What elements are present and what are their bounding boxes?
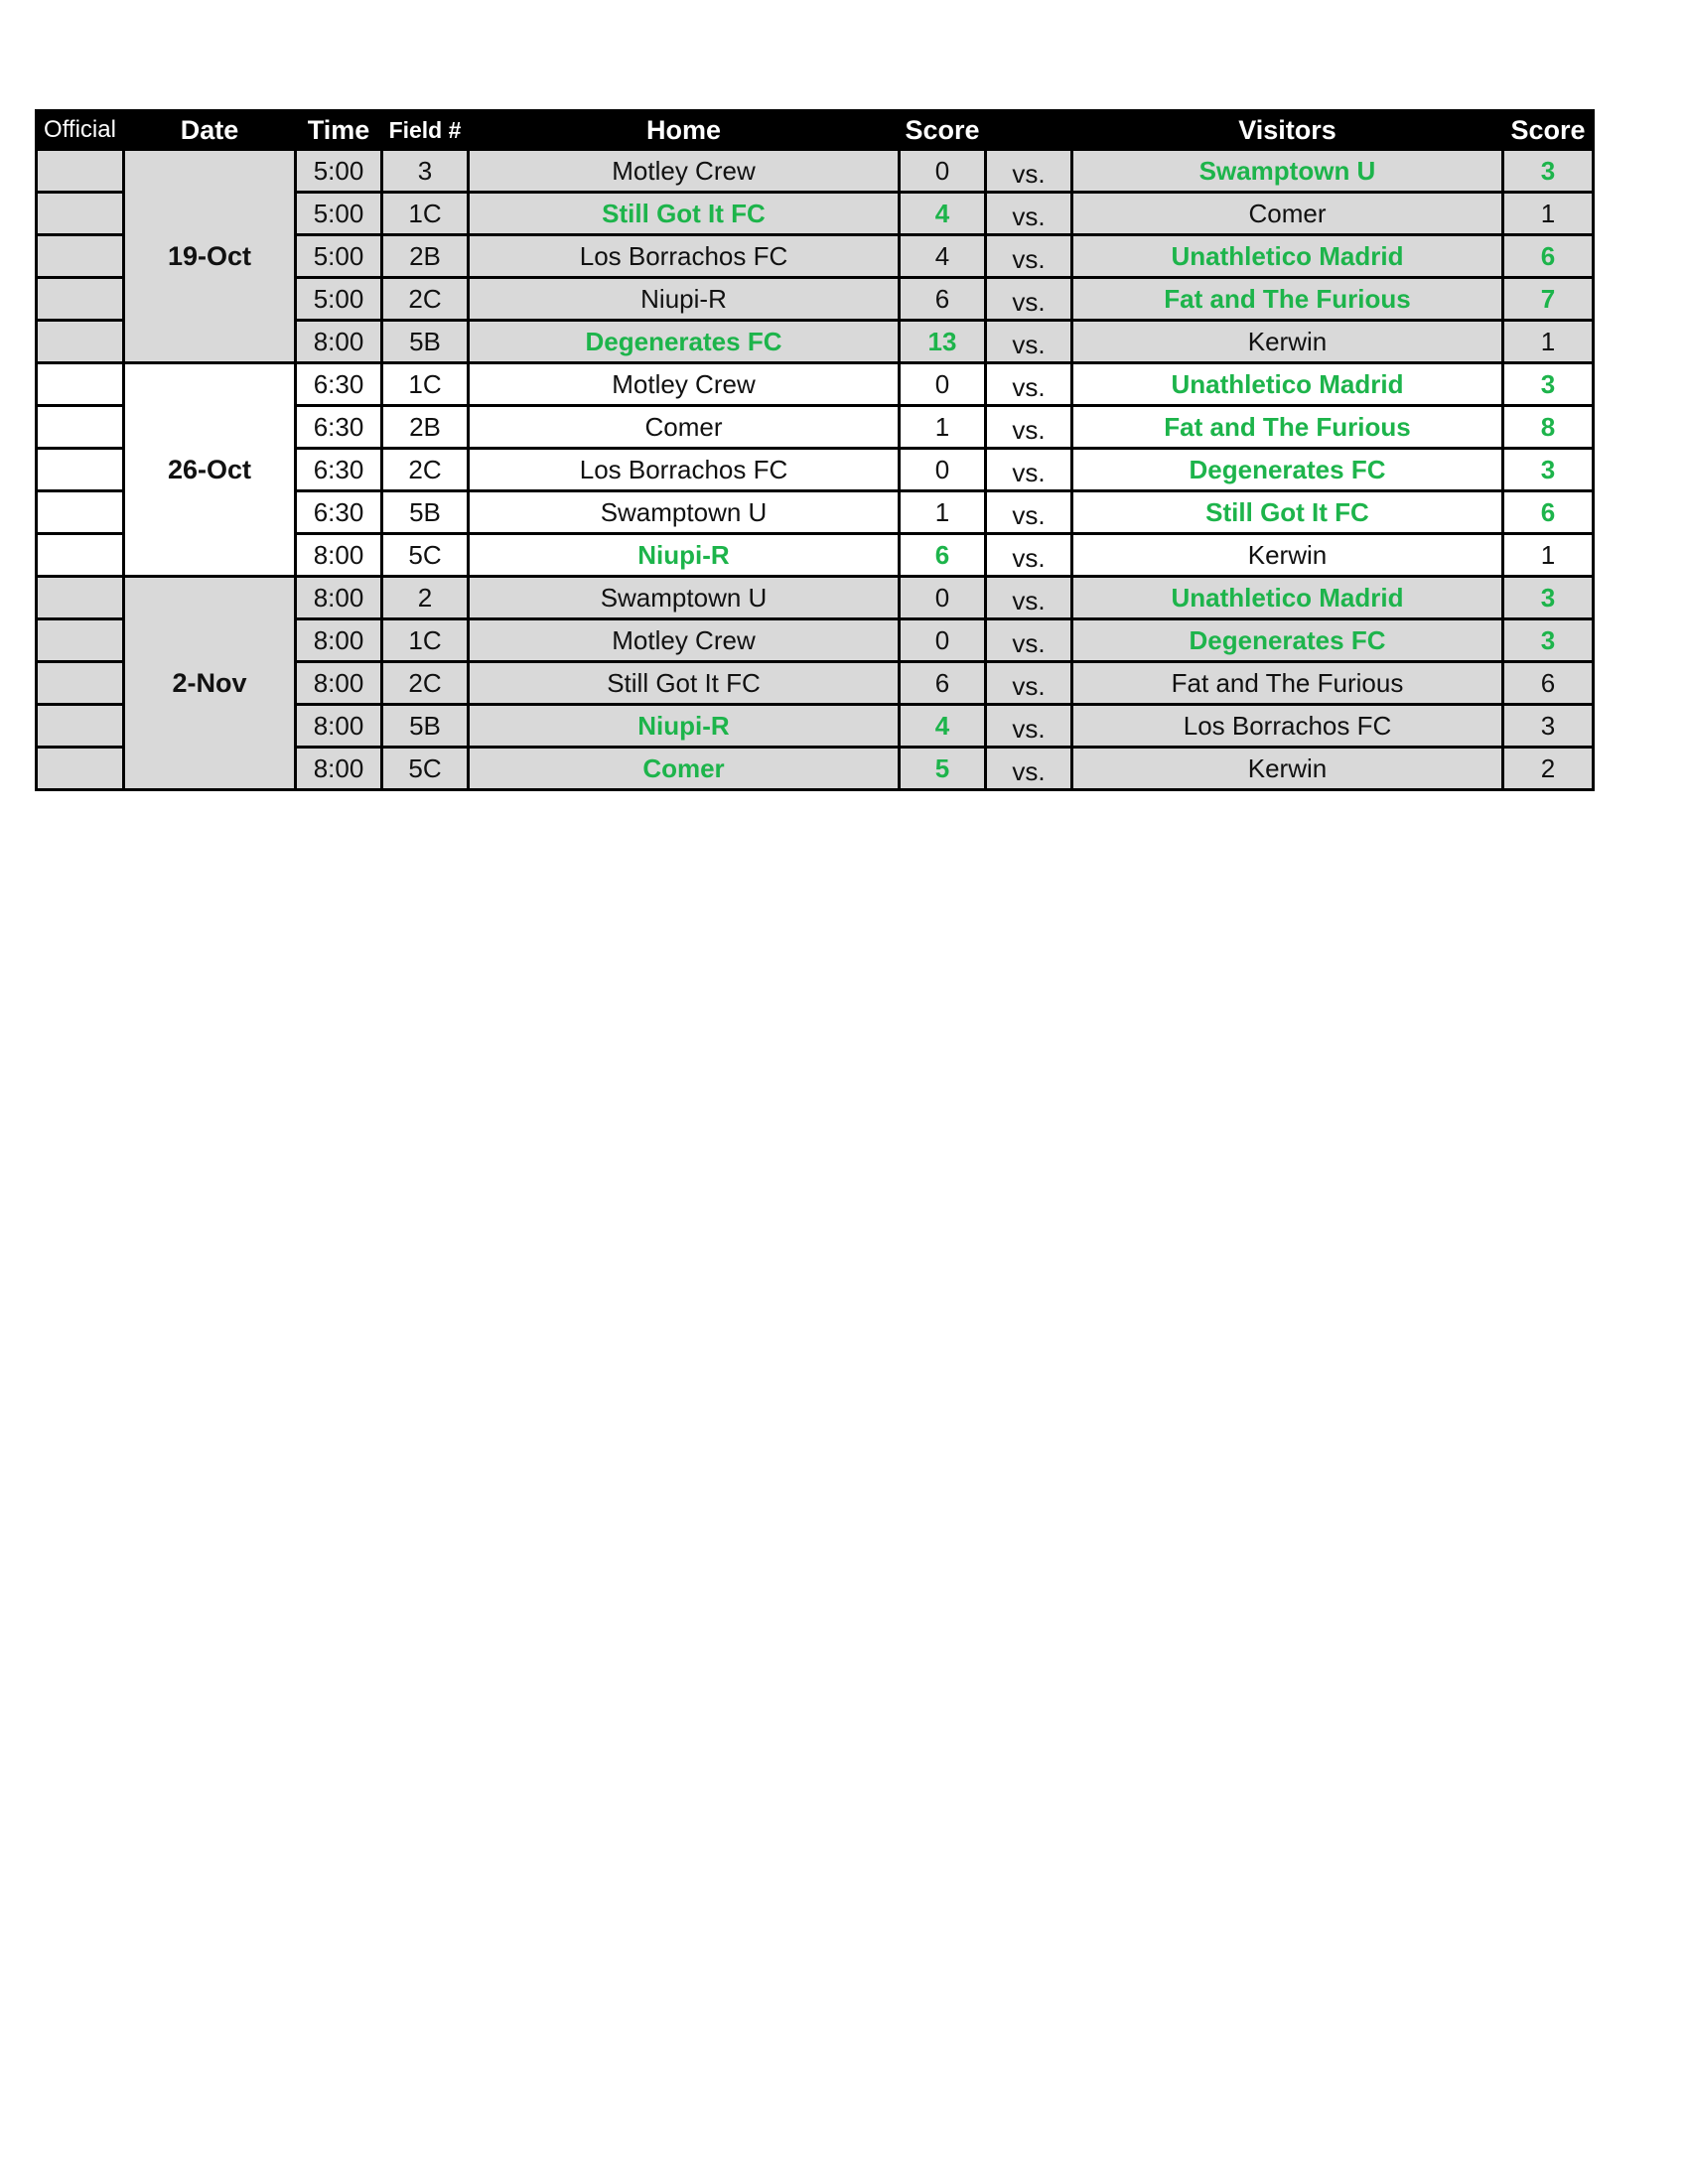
visitor-team-cell: Swamptown U: [1072, 150, 1503, 193]
vs-cell: vs.: [986, 577, 1072, 619]
visitor-score-cell: 2: [1503, 748, 1594, 790]
time-cell: 5:00: [296, 235, 382, 278]
visitor-team-cell: Degenerates FC: [1072, 449, 1503, 491]
visitor-score-cell: 1: [1503, 321, 1594, 363]
home-team-cell: Motley Crew: [469, 363, 900, 406]
date-cell: 19-Oct: [124, 150, 296, 363]
home-score-cell: 0: [900, 150, 986, 193]
home-team-cell: Degenerates FC: [469, 321, 900, 363]
official-cell[interactable]: [37, 406, 124, 449]
home-team-cell: Comer: [469, 406, 900, 449]
field-cell: 2C: [382, 449, 469, 491]
home-score-cell: 1: [900, 406, 986, 449]
time-cell: 8:00: [296, 534, 382, 577]
field-cell: 2B: [382, 235, 469, 278]
time-cell: 8:00: [296, 577, 382, 619]
home-score-cell: 0: [900, 449, 986, 491]
header-date: Date: [124, 111, 296, 150]
vs-cell: vs.: [986, 363, 1072, 406]
header-official: Official: [37, 111, 124, 150]
home-score-cell: 13: [900, 321, 986, 363]
visitor-score-cell: 3: [1503, 150, 1594, 193]
home-score-cell: 0: [900, 577, 986, 619]
field-cell: 1C: [382, 619, 469, 662]
visitor-team-cell: Unathletico Madrid: [1072, 235, 1503, 278]
schedule-table: [35, 109, 1595, 791]
visitor-team-cell: Fat and The Furious: [1072, 662, 1503, 705]
visitor-score-cell: 7: [1503, 278, 1594, 321]
visitor-score-cell: 3: [1503, 577, 1594, 619]
header-time: Time: [296, 111, 382, 150]
official-cell[interactable]: [37, 278, 124, 321]
time-cell: 5:00: [296, 150, 382, 193]
visitor-team-cell: Fat and The Furious: [1072, 278, 1503, 321]
home-score-cell: 6: [900, 662, 986, 705]
header-visitor-score: Score: [1503, 111, 1594, 150]
header-home: Home: [469, 111, 900, 150]
visitor-team-cell: Comer: [1072, 193, 1503, 235]
vs-cell: vs.: [986, 406, 1072, 449]
table-body: [37, 150, 1594, 790]
vs-cell: vs.: [986, 491, 1072, 534]
time-cell: 6:30: [296, 363, 382, 406]
field-cell: 1C: [382, 193, 469, 235]
visitor-score-cell: 3: [1503, 619, 1594, 662]
header-visitors: Visitors: [1072, 111, 1503, 150]
time-cell: 6:30: [296, 406, 382, 449]
home-score-cell: 0: [900, 363, 986, 406]
table-row: [37, 150, 1594, 193]
visitor-team-cell: Still Got It FC: [1072, 491, 1503, 534]
table-row: [37, 577, 1594, 619]
vs-cell: vs.: [986, 748, 1072, 790]
vs-cell: vs.: [986, 449, 1072, 491]
home-team-cell: Motley Crew: [469, 150, 900, 193]
time-cell: 8:00: [296, 321, 382, 363]
home-team-cell: Niupi-R: [469, 534, 900, 577]
time-cell: 5:00: [296, 193, 382, 235]
header-row: [37, 111, 1594, 150]
time-cell: 8:00: [296, 705, 382, 748]
official-cell[interactable]: [37, 491, 124, 534]
official-cell[interactable]: [37, 577, 124, 619]
home-team-cell: Los Borrachos FC: [469, 235, 900, 278]
date-cell: 26-Oct: [124, 363, 296, 577]
visitor-score-cell: 3: [1503, 705, 1594, 748]
visitor-team-cell: Los Borrachos FC: [1072, 705, 1503, 748]
field-cell: 1C: [382, 363, 469, 406]
official-cell[interactable]: [37, 321, 124, 363]
official-cell[interactable]: [37, 705, 124, 748]
field-cell: 2B: [382, 406, 469, 449]
home-team-cell: Motley Crew: [469, 619, 900, 662]
official-cell[interactable]: [37, 662, 124, 705]
visitor-score-cell: 3: [1503, 449, 1594, 491]
visitor-score-cell: 6: [1503, 662, 1594, 705]
home-team-cell: Niupi-R: [469, 705, 900, 748]
vs-cell: vs.: [986, 193, 1072, 235]
time-cell: 8:00: [296, 748, 382, 790]
home-score-cell: 4: [900, 705, 986, 748]
vs-cell: vs.: [986, 705, 1072, 748]
official-cell[interactable]: [37, 619, 124, 662]
date-cell: 2-Nov: [124, 577, 296, 790]
header-home-score: Score: [900, 111, 986, 150]
visitor-team-cell: Fat and The Furious: [1072, 406, 1503, 449]
home-score-cell: 0: [900, 619, 986, 662]
table-row: [37, 363, 1594, 406]
field-cell: 5B: [382, 491, 469, 534]
home-team-cell: Still Got It FC: [469, 662, 900, 705]
visitor-team-cell: Kerwin: [1072, 748, 1503, 790]
visitor-team-cell: Kerwin: [1072, 534, 1503, 577]
visitor-score-cell: 8: [1503, 406, 1594, 449]
field-cell: 2C: [382, 278, 469, 321]
time-cell: 8:00: [296, 662, 382, 705]
home-score-cell: 6: [900, 534, 986, 577]
table-header: [37, 111, 1594, 150]
visitor-team-cell: Degenerates FC: [1072, 619, 1503, 662]
field-cell: 5C: [382, 748, 469, 790]
header-vs-spacer: [986, 111, 1072, 150]
home-score-cell: 4: [900, 193, 986, 235]
official-cell[interactable]: [37, 363, 124, 406]
official-cell[interactable]: [37, 150, 124, 193]
official-cell[interactable]: [37, 534, 124, 577]
home-score-cell: 1: [900, 491, 986, 534]
home-team-cell: Still Got It FC: [469, 193, 900, 235]
vs-cell: vs.: [986, 321, 1072, 363]
visitor-team-cell: Kerwin: [1072, 321, 1503, 363]
visitor-score-cell: 3: [1503, 363, 1594, 406]
time-cell: 5:00: [296, 278, 382, 321]
visitor-score-cell: 1: [1503, 534, 1594, 577]
vs-cell: vs.: [986, 619, 1072, 662]
home-score-cell: 5: [900, 748, 986, 790]
home-score-cell: 4: [900, 235, 986, 278]
visitor-score-cell: 6: [1503, 235, 1594, 278]
visitor-team-cell: Unathletico Madrid: [1072, 363, 1503, 406]
vs-cell: vs.: [986, 662, 1072, 705]
vs-cell: vs.: [986, 235, 1072, 278]
field-cell: 5C: [382, 534, 469, 577]
visitor-score-cell: 6: [1503, 491, 1594, 534]
vs-cell: vs.: [986, 150, 1072, 193]
header-field: Field #: [382, 111, 469, 150]
field-cell: 3: [382, 150, 469, 193]
home-team-cell: Los Borrachos FC: [469, 449, 900, 491]
visitor-team-cell: Unathletico Madrid: [1072, 577, 1503, 619]
time-cell: 6:30: [296, 491, 382, 534]
official-cell[interactable]: [37, 193, 124, 235]
field-cell: 5B: [382, 705, 469, 748]
visitor-score-cell: 1: [1503, 193, 1594, 235]
home-team-cell: Swamptown U: [469, 491, 900, 534]
field-cell: 5B: [382, 321, 469, 363]
field-cell: 2: [382, 577, 469, 619]
vs-cell: vs.: [986, 534, 1072, 577]
home-team-cell: Comer: [469, 748, 900, 790]
official-cell[interactable]: [37, 235, 124, 278]
time-cell: 6:30: [296, 449, 382, 491]
official-cell[interactable]: [37, 449, 124, 491]
home-team-cell: Niupi-R: [469, 278, 900, 321]
home-team-cell: Swamptown U: [469, 577, 900, 619]
time-cell: 8:00: [296, 619, 382, 662]
vs-cell: vs.: [986, 278, 1072, 321]
official-cell[interactable]: [37, 748, 124, 790]
field-cell: 2C: [382, 662, 469, 705]
home-score-cell: 6: [900, 278, 986, 321]
